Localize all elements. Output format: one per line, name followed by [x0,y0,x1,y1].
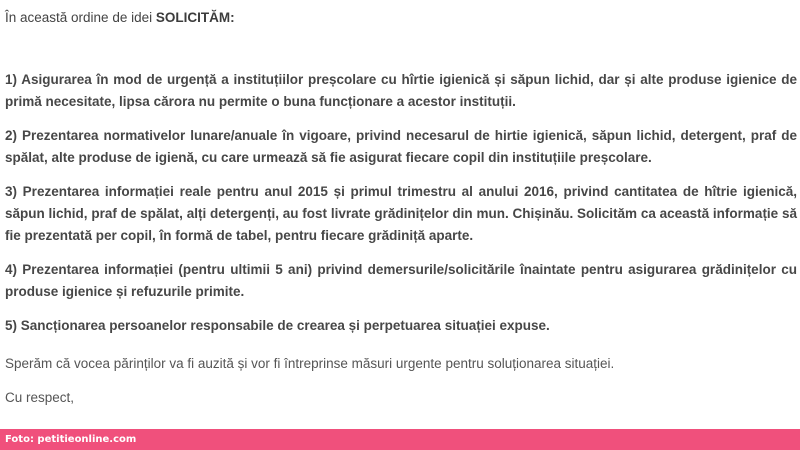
signoff: Cu respect, [5,390,75,405]
request-item-5: 5) Sancționarea persoanelor responsabile de crearea și perpetuarea situației expuse. [5,318,550,333]
photo-credit-bar [0,429,800,450]
request-item-4: 4) Prezentarea informației (pentru ultimii 5 ani) privind demersurile/solicitările înaintate pentru asigurarea grădinițelor cu produse igienice și refuzurile primite. [5,262,797,299]
request-item-1: 1) Asigurarea în mod de urgență a instituțiilor preșcolare cu hîrtie igienică și săpun lichid, dar și alte produse igienice de primă necesitate, lipsa cărora nu permite o buna funcționare a acestor instituții. [5,72,797,109]
petition-text [5,8,797,422]
intro-bold: SOLICITĂM: [155,10,235,25]
request-item-2: 2) Prezentarea normativelor lunare/anuale în vigoare, privind necesarul de hirtie igienică, săpun lichid, detergent, praf de spălat, alte produse de igienă, cu care urmează să fie asigurat fiecare copil din instituțiile preșcolare. [5,128,797,165]
intro-prefix: În această ordine de idei [5,10,156,25]
closing-paragraph: Sperăm că vocea părinților va fi auzită și vor fi întreprinse măsuri urgente pentru soluționarea situației. [5,356,615,371]
request-item-3: 3) Prezentarea informației reale pentru anul 2015 și primul trimestru al anului 2016, privind cantitatea de hîtrie igienică, săpun lichid, praf de spălat, alți detergenți, au fost livrate grădinițelor din mun. Chișinău. Solicităm ca această informație să fie prezentată per copil, în formă de tabel, pentru fiecare grădiniță aparte. [5,184,797,243]
photo-credit: Foto: petitieonline.com [5,434,137,445]
intro-line [5,8,797,28]
